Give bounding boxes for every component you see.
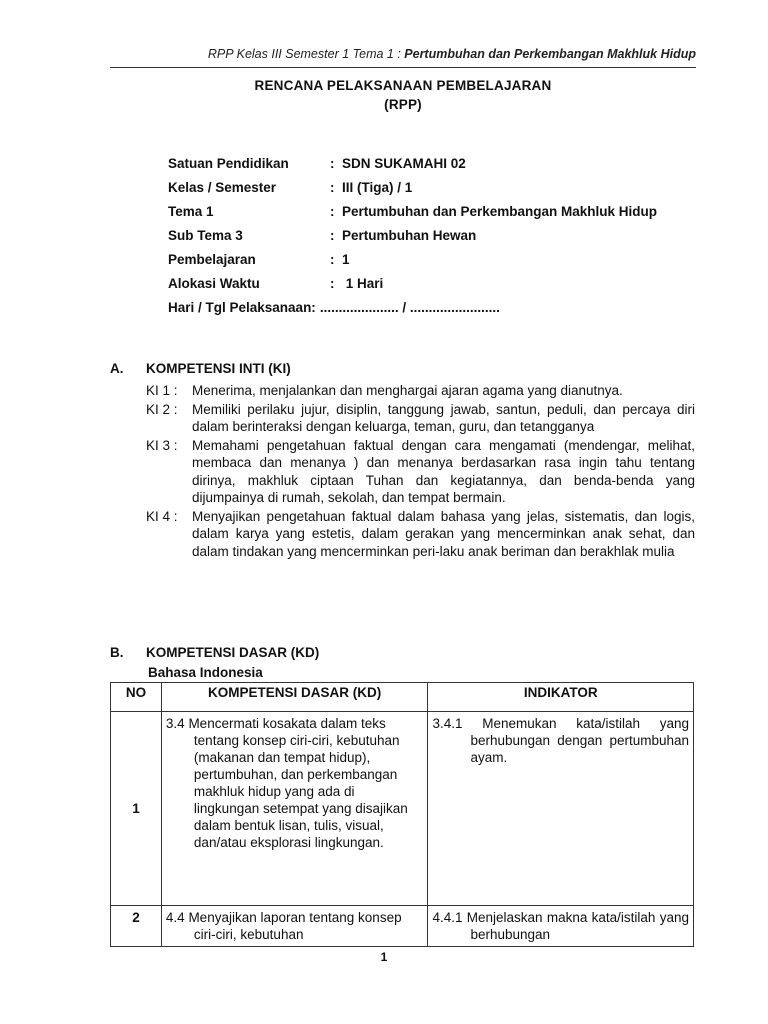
identity-label: Kelas / Semester — [168, 180, 277, 195]
ki-text: Memiliki perilaku jujur, disiplin, tanggung jawab, santun, peduli, dan percaya diri dalam berinteraksi dengan keluarga, teman, guru, dan tetangganya — [192, 401, 695, 434]
table-row — [111, 906, 694, 947]
kd-table — [110, 682, 694, 947]
column-header: NO — [111, 683, 162, 712]
identity-block — [168, 155, 708, 323]
section-b-title: KOMPETENSI DASAR (KD) — [146, 645, 320, 660]
identity-value: 1 Hari — [342, 276, 384, 291]
kd-cell — [161, 712, 428, 906]
identity-value: Pertumbuhan Hewan — [342, 228, 477, 243]
indikator-text: 3.4.1 Menemukan kata/istilah yang berhubungan dengan pertumbuhan ayam. — [432, 716, 689, 765]
identity-row — [168, 203, 708, 220]
identity-label: Pembelajaran — [168, 252, 256, 267]
section-a-title: KOMPETENSI INTI (KI) — [146, 361, 291, 376]
table-row — [111, 712, 694, 906]
document-subtitle: (RPP) — [384, 97, 422, 112]
identity-label: Alokasi Waktu — [168, 276, 260, 291]
indikator-cell — [428, 712, 694, 906]
identity-value: SDN SUKAMAHI 02 — [342, 156, 466, 171]
list-item — [146, 437, 695, 507]
kd-text: 3.4 Mencermati kosakata dalam teks tentang konsep ciri-ciri, kebutuhan (makanan dan tempat hidup), pertumbuhan, dan perkembangan makhluk hidup yang ada di lingkungan setempat yang disajikan dalam bentuk lisan, tulis, visual, dan/atau eksplorasi lingkungan. — [165, 716, 408, 850]
section-a-letter: A. — [110, 361, 124, 376]
ki-text: Menerima, menjalankan dan menghargai ajaran agama yang dianutnya. — [192, 383, 623, 398]
document-title: RENCANA PELAKSANAAN PEMBELAJARAN — [254, 78, 552, 93]
ki-code: KI 2 : — [146, 401, 178, 417]
identity-row — [168, 275, 708, 292]
table-header-row — [111, 683, 694, 712]
identity-value: 1 — [342, 252, 350, 267]
identity-value: III (Tiga) / 1 — [342, 180, 413, 195]
header-divider — [110, 67, 696, 68]
identity-row — [168, 299, 708, 316]
running-header-topic: Pertumbuhan dan Perkembangan Makhluk Hidup — [404, 47, 696, 61]
section-b-letter: B. — [110, 645, 124, 660]
ki-code: KI 4 : — [146, 508, 178, 524]
identity-colon: : — [330, 156, 335, 171]
identity-row — [168, 227, 708, 244]
column-header: KOMPETENSI DASAR (KD) — [161, 683, 428, 712]
identity-colon: : — [330, 228, 335, 243]
row-number: 1 — [111, 712, 162, 906]
identity-value: Pertumbuhan dan Perkembangan Makhluk Hidup — [342, 204, 658, 219]
identity-colon: : — [330, 252, 335, 267]
identity-label: Tema 1 — [168, 204, 214, 219]
identity-label: Satuan Pendidikan — [168, 156, 289, 171]
identity-row — [168, 251, 708, 268]
subject-label: Bahasa Indonesia — [148, 665, 263, 680]
identity-colon: : — [330, 204, 335, 219]
running-header — [110, 47, 696, 61]
section-b-heading — [110, 645, 319, 660]
list-item — [146, 508, 695, 561]
identity-row — [168, 179, 708, 196]
section-a-heading — [110, 361, 291, 376]
identity-row — [168, 155, 708, 172]
row-number: 2 — [111, 906, 162, 947]
page-number: 1 — [380, 950, 388, 964]
ki-code: KI 3 : — [146, 437, 178, 453]
ki-text: Memahami pengetahuan faktual dengan cara mengamati (mendengar, melihat, membaca dan menanya ) dan menanya berdasarkan rasa ingin tahu tentang dirinya, makhluk ciptaan Tuhan dan kegiatannya, dan benda-benda yang dijumpainya di rumah, sekolah, dan tempat bermain. — [192, 437, 695, 505]
ki-list — [146, 382, 695, 561]
identity-label: Sub Tema 3 — [168, 228, 243, 243]
indikator-cell — [428, 906, 694, 947]
running-header-prefix: RPP Kelas III Semester 1 Tema 1 : — [207, 47, 405, 61]
ki-code: KI 1 : — [146, 383, 178, 398]
column-header: INDIKATOR — [428, 683, 694, 712]
kd-cell — [161, 906, 428, 947]
list-item — [146, 382, 695, 400]
list-item — [146, 401, 695, 436]
identity-label: Hari / Tgl Pelaksanaan: — [168, 300, 316, 315]
kd-text: 4.4 Menyajikan laporan tentang konsep ciri-ciri, kebutuhan — [165, 910, 402, 942]
identity-colon: : — [330, 276, 335, 291]
identity-value: ..................... / ........................ — [319, 300, 500, 315]
identity-colon: : — [330, 180, 335, 195]
indikator-text: 4.4.1 Menjelaskan makna kata/istilah yang berhubungan — [432, 910, 689, 942]
ki-text: Menyajikan pengetahuan faktual dalam bahasa yang jelas, sistematis, dan logis, dalam karya yang estetis, dalam gerakan yang mencerminkan anak sehat, dan dalam tindakan yang mencerminkan peri-laku anak beriman dan berakhlak mulia — [192, 508, 695, 559]
